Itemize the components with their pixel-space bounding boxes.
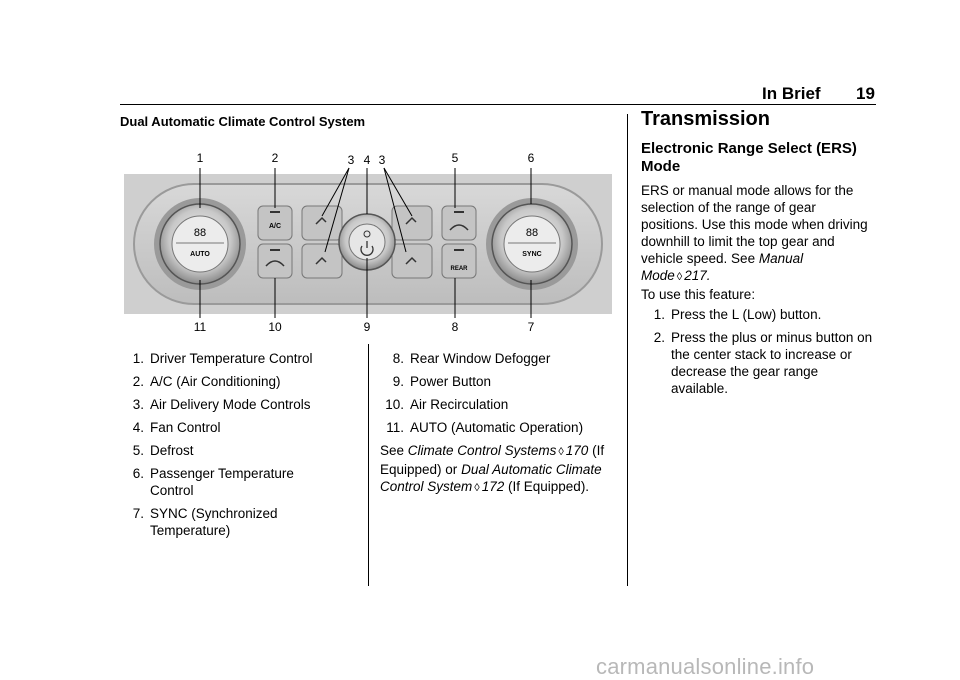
ers-subheading: Electronic Range Select (ERS) Mode xyxy=(641,140,857,175)
mode-button-lower-left[interactable] xyxy=(302,244,342,278)
driver-temperature-knob[interactable] xyxy=(154,198,246,290)
callout-7: 7 xyxy=(527,320,535,334)
list-item: 1. Driver Temperature Control xyxy=(132,351,313,366)
arrow-ref-icon: ◊ xyxy=(474,482,480,494)
arrow-ref-icon: ◊ xyxy=(676,271,683,283)
climate-control-systems-link[interactable]: Climate Control Systems xyxy=(407,443,557,458)
arrow-ref-icon: ◊ xyxy=(558,446,564,458)
list-item: 2. A/C (Air Conditioning) xyxy=(132,374,281,389)
transmission-heading: Transmission xyxy=(641,108,770,130)
list-item: 5. Defrost xyxy=(132,443,194,458)
rear-button-label: REAR xyxy=(450,266,468,272)
legend-column-2 xyxy=(380,350,620,497)
list-item: 7. SYNC (Synchronized Temperature) xyxy=(132,506,278,538)
list-item: 10. Air Recirculation xyxy=(385,397,509,412)
callout-11: 11 xyxy=(193,320,207,334)
mode-button-lower-right[interactable] xyxy=(392,244,432,278)
callout-9: 9 xyxy=(363,320,371,334)
callout-5: 5 xyxy=(451,151,459,165)
list-item: 1. Press the L (Low) button. xyxy=(653,307,822,322)
callout-1: 1 xyxy=(196,151,204,165)
page-number: 19 xyxy=(856,84,875,103)
figure-title: Dual Automatic Climate Control System xyxy=(120,114,366,129)
callout-3-left: 3 xyxy=(347,153,355,167)
list-item: 9. Power Button xyxy=(392,374,492,389)
ers-steps xyxy=(641,306,877,403)
list-item: 8. Rear Window Defogger xyxy=(392,351,551,366)
list-item: 3. Air Delivery Mode Controls xyxy=(132,397,311,412)
dual-automatic-climate-link[interactable]: Dual Automatic Climate Control System xyxy=(380,462,602,494)
watermark: carmanualsonline.info xyxy=(596,654,815,679)
callout-8: 8 xyxy=(451,320,459,334)
list-item: 6. Passenger Temperature Control xyxy=(132,466,294,498)
defrost-button[interactable] xyxy=(442,206,476,240)
driver-temp-display: 88 xyxy=(193,227,207,239)
section-title: In Brief xyxy=(762,84,821,103)
passenger-temp-display: 88 xyxy=(525,227,539,239)
list-item: 4. Fan Control xyxy=(132,420,221,435)
ers-intro: To use this feature: xyxy=(641,287,756,302)
legend-column-1 xyxy=(120,350,360,545)
auto-button-label[interactable]: AUTO xyxy=(190,251,210,258)
callout-3-right: 3 xyxy=(378,153,386,167)
list-item: 11. AUTO (Automatic Operation) xyxy=(386,420,584,435)
see-also-note: See Climate Control Systems ◊ 170 (If Equipped) or Dual Automatic Climate Control System ◊ 172 (If Equipped). xyxy=(380,443,605,494)
mode-button-upper-left[interactable] xyxy=(302,206,342,240)
sync-button-label[interactable]: SYNC xyxy=(522,251,542,258)
climate-control-illustration xyxy=(120,148,616,334)
header-rule xyxy=(120,104,876,105)
callout-4: 4 xyxy=(363,153,371,167)
ers-description: ERS or manual mode allows for the selection of the range of gear positions. Use this mode when driving downhill to limit the top gear and vehicle speed. See Manual Mode ◊ 217. xyxy=(641,183,868,283)
air-recirculation-button[interactable] xyxy=(258,244,292,278)
rear-defogger-button[interactable] xyxy=(442,244,476,278)
passenger-temperature-knob[interactable] xyxy=(486,198,578,290)
ac-button[interactable] xyxy=(258,206,292,240)
callout-10: 10 xyxy=(268,320,282,334)
column-divider xyxy=(368,344,369,586)
column-divider xyxy=(627,114,628,586)
callout-6: 6 xyxy=(527,151,535,165)
manual-mode-link[interactable]: Manual Mode xyxy=(641,251,804,283)
list-item: 2. Press the plus or minus button on the center stack to increase or decrease the gear range available. xyxy=(653,330,873,396)
ac-button-label: A/C xyxy=(268,223,282,230)
callout-2: 2 xyxy=(271,151,279,165)
